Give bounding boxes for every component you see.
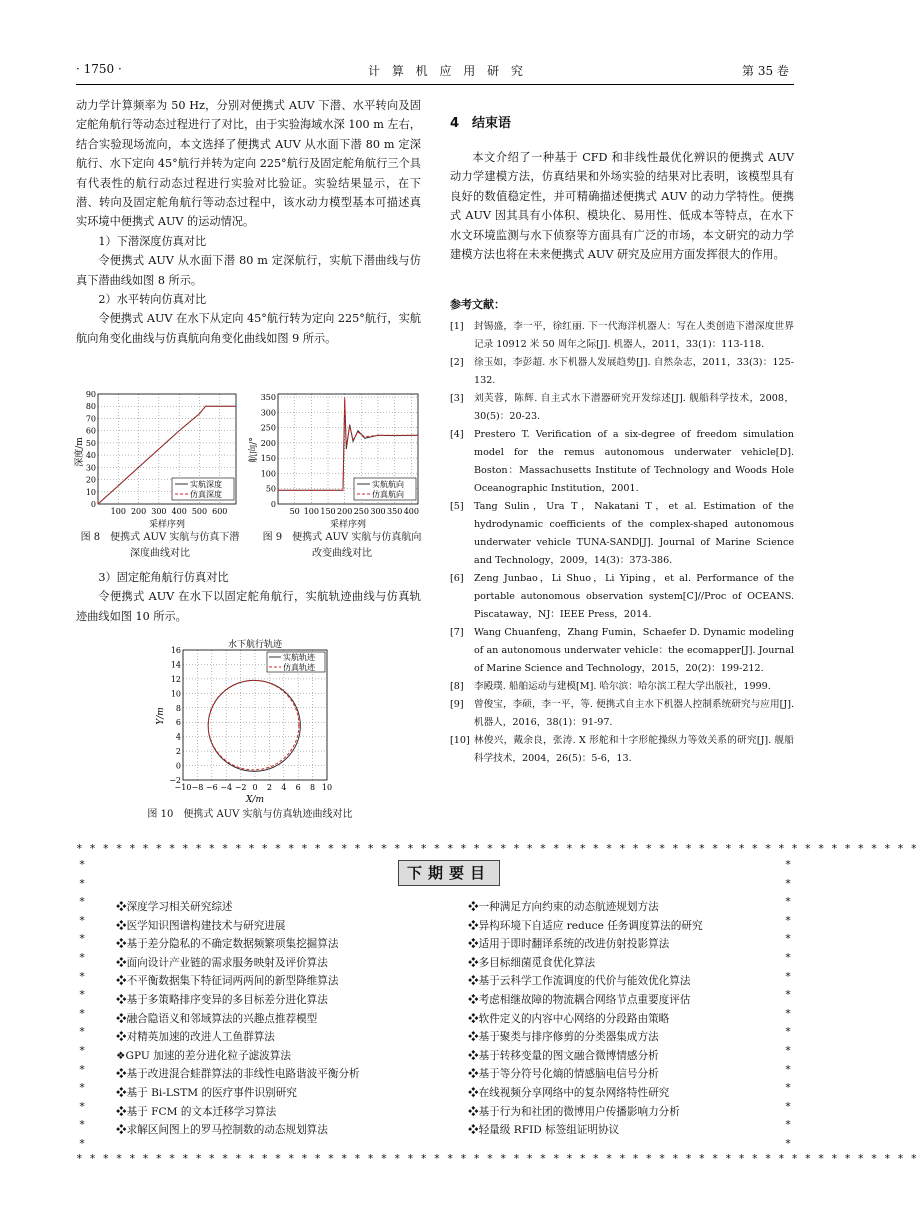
figure-10-xlabel: X/m xyxy=(246,795,264,805)
list-item: ❖基于改进混合蛙群算法的非线性电路谐波平衡分析 xyxy=(116,1068,360,1081)
list-item: ❖基于云科学工作流调度的代价与能效优化算法 xyxy=(468,975,691,988)
list-item: ❖异构环境下自适应 reduce 任务调度算法的研究 xyxy=(468,919,703,932)
y-tick-label: 90 xyxy=(85,390,96,399)
list-item: ❖多目标细菌觅食优化算法 xyxy=(468,956,596,969)
x-tick-label: 10 xyxy=(321,783,333,792)
list-item: ❖基于等分符号化熵的情感脑电信号分析 xyxy=(468,1068,659,1081)
header-rule xyxy=(76,84,794,85)
section-3-text xyxy=(76,568,421,626)
figure-10-caption: 图 10 便携式 AUV 实航与仿真轨迹曲线对比 xyxy=(147,809,353,820)
subsection-heading-fixed-rudder: 3）固定舵角航行仿真对比 xyxy=(98,571,229,584)
figure-8-legend-sim: 仿真深度 xyxy=(190,490,222,499)
y-tick-label: 50 xyxy=(85,438,96,448)
y-tick-label: 200 xyxy=(260,438,276,448)
star-border-bottom: * * * * * * * * * * * * * * * * * * * * * * * * * * * * * * * * * * * * * * * * * * * * * * * * * * * * * * * * * * * * * * * * xyxy=(76,1152,917,1165)
y-tick-label: 20 xyxy=(85,475,96,485)
y-tick-label: 300 xyxy=(260,408,276,418)
y-tick-label: 10 xyxy=(170,689,181,699)
list-item: ❖基于 FCM 的文本迁移学习算法 xyxy=(116,1105,277,1118)
x-tick-label: 2 xyxy=(266,783,272,792)
y-tick-label: 0 xyxy=(175,761,181,771)
x-tick-label: 50 xyxy=(289,507,300,516)
list-item: ❖基于转移变量的图文融合微博情感分析 xyxy=(468,1049,659,1062)
next-issue-title: 下期要目 xyxy=(398,860,500,886)
y-tick-label: 6 xyxy=(175,718,181,728)
star-border-top: * * * * * * * * * * * * * * * * * * * * * * * * * * * * * * * * * * * * * * * * * * * * * * * * * * * * * * * * * * * * * * * * xyxy=(76,842,917,855)
figure-9-caption: 图 9 便携式 AUV 实航与仿真航向改变曲线对比 xyxy=(262,532,422,559)
y-tick-label: 8 xyxy=(175,703,181,713)
x-tick-label: 600 xyxy=(212,507,228,516)
figure-10-series-sim xyxy=(208,680,299,770)
conclusion-heading: 4 结束语 xyxy=(450,116,512,131)
conclusion-text xyxy=(450,148,794,264)
reference-item: [8] 李殿璞. 船舶运动与建模[M]. 哈尔滨：哈尔滨工程大学出版社，1999. xyxy=(450,681,771,692)
y-tick-label: 14 xyxy=(170,660,181,670)
x-tick-label: 350 xyxy=(387,507,403,516)
x-tick-label: 400 xyxy=(171,507,187,516)
y-tick-label: −2 xyxy=(169,776,181,785)
conclusion-paragraph: 本文介绍了一种基于 CFD 和非线性最优化辨识的便携式 AUV 动力学建模方法，仿真结果和外场实验的结果对比表明，该模型具有良好的数值稳定性，并可精确描述便携式 AUV 的动力学特性。便携式 AUV 因其具有小体积、模块化、易用性、低成本等特点，在水下水文环境监测与水下侦察等方面具有广泛的市场，本文研究的动力学建模方法也将在未来便携式 AUV 研究及应用方面发挥很大的作用。 xyxy=(450,151,794,262)
x-tick-label: 500 xyxy=(191,507,208,516)
list-item: ❖不平衡数据集下特征词两两间的新型降维算法 xyxy=(116,975,339,988)
list-item: ❖软件定义的内容中心网络的分段路由策略 xyxy=(468,1012,670,1025)
y-tick-label: 60 xyxy=(85,426,96,436)
figure-8-xlabel: 采样序列 xyxy=(148,520,186,530)
reference-item: [1] 封锡盛，李一平，徐红丽. 下一代海洋机器人：写在人类创造下潜深度世界记录 10912 米 50 周年之际[J]. 机器人，2011，33(1)：113-118. xyxy=(450,321,794,350)
reference-item: [9] 曾俊宝，李硕，李一平，等. 便携式自主水下机器人控制系统研究与应用[J]. 机器人，2016，38(1)：91-97. xyxy=(450,699,794,728)
x-tick-label: 400 xyxy=(403,507,419,516)
body-paragraph: 令便携式 AUV 在水下以固定舵角航行，实航轨迹曲线与仿真轨迹曲线如图 10 所示。 xyxy=(76,590,421,623)
reference-item: [7] Wang Chuanfeng，Zhang Fumin，Schaefer D. Dynamic modeling of an autonomous underwater vehicle：the ecomapper[J]. Journal of Marine Science and Technology，2015，20(2)：199-212. xyxy=(450,627,794,674)
figure-8-chart xyxy=(76,390,246,530)
page-number: · 1750 · xyxy=(76,62,122,76)
reference-item: [4] Prestero T. Verification of a six-degree of freedom simulation model for the remus autonomous underwater vehicle[D]. Boston：Massachusetts Institute of Technology and Woods Hole Oceanographic Institution，2001. xyxy=(450,429,794,494)
x-tick-label: 100 xyxy=(303,507,319,516)
y-tick-label: 12 xyxy=(170,674,181,684)
list-item: ❖GPU 加速的差分进化粒子滤波算法 xyxy=(116,1049,291,1062)
figure-9-xlabel: 采样序列 xyxy=(329,520,367,530)
list-item: ❖轻量级 RFID 标签组证明协议 xyxy=(468,1124,620,1137)
references-heading: 参考文献： xyxy=(450,298,505,311)
x-tick-label: 6 xyxy=(295,783,301,792)
reference-item: [2] 徐玉如，李彭超. 水下机器人发展趋势[J]. 自然杂志，2011，33(3)：125-132. xyxy=(450,357,794,386)
list-item: ❖基于多策略排序变异的多目标差分进化算法 xyxy=(116,993,328,1006)
body-paragraph: 令便携式 AUV 在水下从定向 45°航行转为定向 225°航行，实航航向角变化曲线与仿真航向角变化曲线如图 9 所示。 xyxy=(76,312,421,345)
x-tick-label: 250 xyxy=(353,507,369,516)
figure-9-ylabel: 航向/° xyxy=(249,437,259,463)
y-tick-label: 10 xyxy=(85,487,96,497)
y-tick-label: 50 xyxy=(265,484,276,494)
list-item: ❖适用于即时翻译系统的改进仿射投影算法 xyxy=(468,938,670,951)
x-tick-label: 150 xyxy=(320,507,336,516)
x-tick-label: 300 xyxy=(370,507,386,516)
y-tick-label: 4 xyxy=(175,732,181,742)
list-item: ❖一种满足方向约束的动态航迹规划方法 xyxy=(468,901,659,913)
figure-8-legend-real: 实航深度 xyxy=(190,480,222,489)
figure-9-legend-real: 实航航向 xyxy=(372,480,404,489)
x-tick-label: 0 xyxy=(252,783,258,792)
y-tick-label: 70 xyxy=(85,414,96,424)
next-issue-right-list xyxy=(468,898,703,1140)
figure-10-title: 水下航行轨迹 xyxy=(227,640,283,650)
list-item: ❖求解区间图上的罗马控制数的动态规划算法 xyxy=(116,1124,328,1137)
list-item: ❖医学知识图谱构建技术与研究进展 xyxy=(116,919,286,932)
reference-item: [5] Tang Sulin，Ura T，Nakatani T，et al. Estimation of the hydrodynamic coefficients of the complex-shaped autonomous underwater vehicle TUNA-SAND[J]. Journal of Marine Science and Technology，2009，14(3)：373-386. xyxy=(450,501,794,566)
x-tick-label: −10 xyxy=(174,783,192,792)
x-tick-label: 300 xyxy=(151,507,167,516)
left-column-text xyxy=(76,96,421,348)
body-paragraph: 令便携式 AUV 从水面下潜 80 m 定深航行，实航下潜曲线与仿真下潜曲线如图 8 所示。 xyxy=(76,254,421,287)
y-tick-label: 100 xyxy=(260,469,276,479)
figure-9-legend xyxy=(354,478,416,500)
figure-10-legend-real: 实航轨迹 xyxy=(283,653,315,662)
figure-9-chart xyxy=(250,390,424,530)
x-tick-label: −6 xyxy=(205,783,218,792)
star-border-left: * * * * * * * * * * * * * * * * xyxy=(78,858,86,1150)
x-tick-label: 8 xyxy=(310,783,316,792)
figure-9-legend-sim: 仿真航向 xyxy=(372,490,404,499)
list-item: ❖基于行为和社团的微博用户传播影响力分析 xyxy=(468,1105,680,1118)
star-border-right: * * * * * * * * * * * * * * * * xyxy=(784,858,792,1150)
x-tick-label: 4 xyxy=(281,783,287,792)
y-tick-label: 0 xyxy=(270,500,276,509)
y-tick-label: 250 xyxy=(260,423,276,433)
x-tick-label: 200 xyxy=(337,507,353,516)
journal-name: 计 算 机 应 用 研 究 xyxy=(368,64,527,78)
x-tick-label: −4 xyxy=(220,783,233,792)
list-item: ❖融合隐语义和邻域算法的兴趣点推荐模型 xyxy=(116,1012,318,1025)
list-item: ❖在线视频分享网络中的复杂网络特性研究 xyxy=(468,1086,670,1099)
y-tick-label: 150 xyxy=(260,454,276,464)
volume-number: 第 35 卷 xyxy=(742,64,789,78)
list-item: ❖面向设计产业链的需求服务映射及评价算法 xyxy=(116,956,328,969)
figure-10-chart xyxy=(155,636,345,806)
reference-list xyxy=(450,318,794,768)
figure-8-ylabel: 深度/m xyxy=(75,437,85,467)
y-tick-label: 16 xyxy=(170,646,181,655)
figure-9-series-real xyxy=(278,400,418,490)
figure-10-legend xyxy=(267,652,325,672)
list-item: ❖考虑相继故障的物流耦合网络节点重要度评估 xyxy=(468,993,691,1006)
y-tick-label: 350 xyxy=(260,393,276,403)
subsection-heading-turn: 2）水平转向仿真对比 xyxy=(98,293,207,307)
figure-8-legend xyxy=(172,478,234,500)
subsection-heading-dive: 1）下潜深度仿真对比 xyxy=(98,234,207,248)
x-tick-label: −2 xyxy=(234,783,247,792)
figure-10-ylabel: Y/m xyxy=(156,707,166,725)
y-tick-label: 0 xyxy=(90,500,96,509)
figure-9-series-sim xyxy=(278,397,418,490)
list-item: ❖对精英加速的改进人工鱼群算法 xyxy=(116,1031,275,1044)
next-issue-left-list xyxy=(116,898,360,1140)
reference-item: [3] 刘芙蓉，陈辉. 自主式水下潜器研究开发综述[J]. 舰船科学技术，2008，30(5)：20-23. xyxy=(450,393,794,422)
figure-8-caption: 图 8 便携式 AUV 实航与仿真下潜深度曲线对比 xyxy=(80,532,240,559)
y-tick-label: 80 xyxy=(85,402,96,412)
x-tick-label: 100 xyxy=(110,507,126,516)
list-item: ❖基于聚类与排序修剪的分类器集成方法 xyxy=(468,1031,659,1044)
y-tick-label: 40 xyxy=(85,451,96,461)
x-tick-label: 200 xyxy=(130,507,147,516)
y-tick-label: 2 xyxy=(175,747,181,757)
list-item: ❖基于差分隐私的不确定数据频繁项集挖掘算法 xyxy=(116,938,339,951)
reference-item: [6] Zeng Junbao，Li Shuo，Li Yiping，et al. Performance of the portable autonomous observation system[C]//Proc of OCEANS. Piscataway，NJ：IEEE Press，2014. xyxy=(450,573,794,620)
body-paragraph: 动力学计算频率为 50 Hz，分别对便携式 AUV 下潜、水平转向及固定舵角航行等动态过程进行了对比，由于实验海域水深 100 m 左右，结合实验现场流向，本文选择了便携式 AUV 从水面下潜 80 m 定深航行、水下定向 45°航行并转为定向 225°航行及固定舵角航行三个具有代表性的航行动态过程进行实验对比验证。实验结果显示，在下潜、转向及固定舵角航行等动态过程中，该水动力模型基本可描述真实环境中便携式 AUV 的运动情况。 xyxy=(76,99,421,229)
y-tick-label: 30 xyxy=(85,463,96,473)
list-item: ❖基于 Bi-LSTM 的医疗事件识别研究 xyxy=(116,1086,297,1099)
figure-10-legend-sim: 仿真轨迹 xyxy=(283,663,315,672)
list-item: ❖深度学习相关研究综述 xyxy=(116,901,233,913)
x-tick-label: −8 xyxy=(191,783,204,792)
reference-item: [10] 林俊兴，戴余良，张涛. X 形舵和十字形舵操纵力等效关系的研究[J]. 舰船科学技术，2004，26(5)：5-6，13. xyxy=(450,735,794,764)
